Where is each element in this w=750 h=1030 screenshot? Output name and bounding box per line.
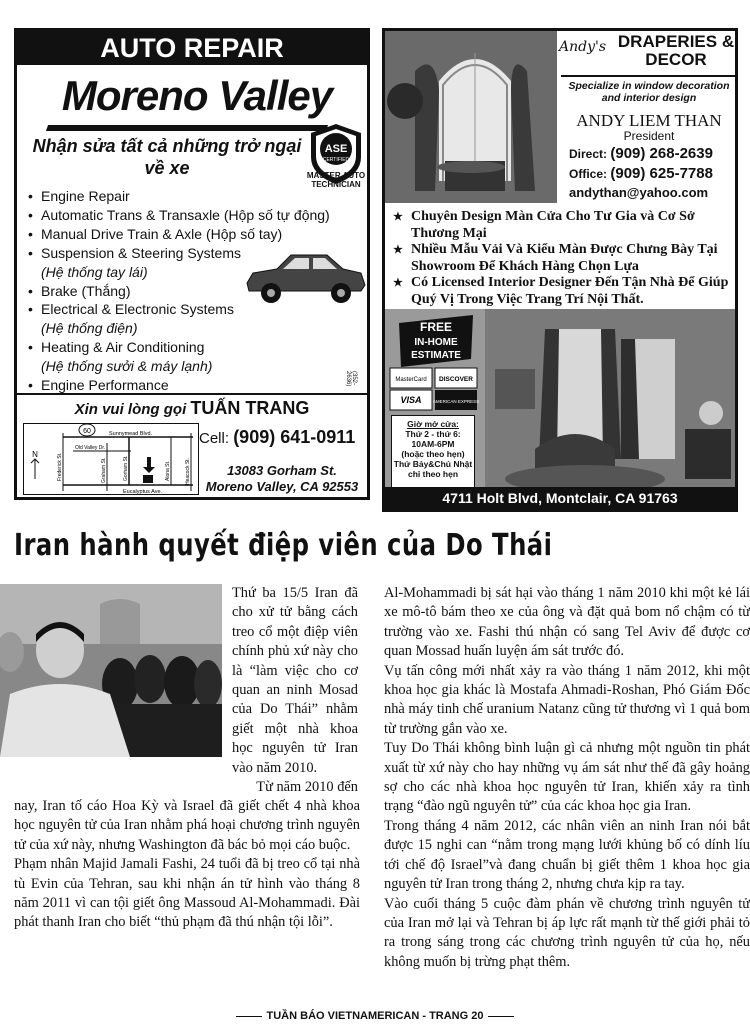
paragraph: Vụ tấn công mới nhất xảy ra vào tháng 1 năm 2012, khi một khoa học gia khác là Mostafa Ahmadi-Roshan, Phó Giám Đốc nhà máy tinh chế uranium Natanz cũng tử thương vì 1 quả bom từ trường gắn vào xe. — [384, 662, 750, 737]
auto-call-line — [17, 393, 367, 421]
street-label: Eucalyptus Ave. — [123, 489, 163, 495]
draperies-ad — [382, 28, 738, 512]
visa-icon: VISA — [400, 395, 422, 405]
hours-line: Thứ Bảy&Chủ Nhật — [393, 459, 473, 469]
service-item: (Hệ thống tay lái) — [41, 263, 148, 280]
service-item: • Manual Drive Train & Axle (Hộp số tay) — [25, 225, 365, 244]
article-column-1-bottom — [14, 797, 360, 933]
auto-phone-line — [199, 427, 365, 448]
street-label: Graham St. — [101, 457, 107, 483]
hours-line: 10AM-6PM — [411, 439, 455, 449]
street-label: Alona St. — [165, 460, 171, 481]
paragraph: Trong tháng 4 năm 2012, các nhân viên an ninh Iran nói bắt được 15 nghi can “nằm trong mạng lưới khủng bố có dính líu tới chế độ Israel”và đang chuẩn bị giết thêm 1 khoa học gia nguyên tử Iran trong tháng 2, nhưng chưa kịp ra tay. — [384, 817, 750, 893]
payment-cards — [389, 367, 479, 411]
service-item: • Brake (Thắng) — [25, 282, 365, 301]
paragraph: Thứ ba 15/5 Iran đã cho xử tử bằng cách treo cổ một điệp viên chính phủ xứ này cho là “làm việc cho cơ quan an ninh Mosad của Do Thái” nhằm giết một nhà khoa học nguyên tử Iran vào năm 2010. — [232, 585, 358, 776]
auto-repair-ad — [14, 28, 370, 500]
brand-script: Andy's — [559, 39, 607, 55]
article-photo — [0, 584, 222, 757]
hours-line: chỉ theo hẹn — [407, 469, 459, 479]
article-headline: Iran hành quyết điệp viên của Do Thái — [14, 528, 553, 563]
free-estimate-badge — [395, 313, 477, 369]
drape-bullet: ★ Chuyên Design Màn Cửa Cho Tư Gia và Cơ Sở Thương Mại — [391, 209, 735, 242]
street-label: Old Valley Dr. — [75, 445, 106, 451]
phone-label: Cell: — [199, 430, 230, 447]
address-line-2: Moreno Valley, CA 92553 — [205, 479, 359, 494]
paragraph: nay, Iran tố cáo Hoa Kỳ và Israel đã giết chết 4 nhà khoa học nguyên tử của Iran nhằm phá hoại chương trình nguyên tử của xứ này, nhưng Washington đã bác bỏ mọi cáo buộc. — [14, 798, 360, 853]
amex-icon: AMERICAN EXPRESS — [432, 399, 479, 404]
drape-bullet: ★ Nhiều Mẫu Vải Và Kiểu Màn Được Chưng Bày Tại Showroom Để Khách Hàng Chọn Lựa — [391, 242, 735, 275]
ase-certified: CERTIFIED — [322, 157, 350, 163]
street-label: Frederick St. — [57, 452, 63, 481]
drape-bullets — [391, 209, 735, 308]
ad-code: (352-2636) — [345, 371, 357, 387]
owner-title: President — [623, 129, 675, 143]
article-column-2 — [384, 584, 750, 972]
free-word: FREE — [419, 320, 453, 334]
car-icon — [243, 247, 367, 307]
paragraph: Vào cuối tháng 5 cuộc đàm phán về chương trình nguyên tử của Iran mở lại và Tehran bị áp lực rất mạnh từ thế giới phải tỏ ra trong sáng trong các chương trình nguyên tử của họ, nếu không muốn bị trừng phạt thêm. — [384, 895, 750, 970]
auto-ad-brand: Moreno Valley — [61, 72, 333, 119]
service-item: • Automatic Trans & Transaxle (Hộp số tự động) — [25, 206, 365, 225]
direct-phone: (909) 268-2639 — [610, 145, 713, 162]
paragraph: Tuy Do Thái không bình luận gì cả nhưng một nguồn tin phát xuất từ xứ này cho hay những vụ ám sát như thế đã gây hoảng sợ cho các nhà khoa học nguyên tử Iran, khiến xảy ra tình trạng “đào ngũ nguyên tử” của các khoa học gia Iran. — [384, 740, 750, 815]
drape-bullet: ★ Có Licensed Interior Designer Đến Tận Nhà Để Giúp Quý Vị Trong Việc Trang Trí Nội Thất. — [391, 275, 735, 308]
service-item: • Electrical & Electronic Systems — [25, 300, 365, 319]
in-home-word: IN-HOME — [414, 337, 458, 348]
ase-text: ASE — [324, 143, 348, 155]
street-label: Heacock St. — [185, 458, 191, 485]
store-hours — [391, 415, 475, 493]
direct-phone-line — [569, 145, 713, 162]
drape-email: andythan@yahoo.com — [569, 185, 709, 200]
service-item: (Hệ thống sưởi & máy lạnh) — [41, 358, 213, 375]
office-phone: (909) 625-7788 — [610, 165, 713, 182]
auto-ad-header: AUTO REPAIR — [17, 31, 367, 65]
address-line-1: 13083 Gorham St. — [227, 463, 337, 478]
highway-label: 60 — [83, 428, 91, 435]
paragraph: Phạm nhân Majid Jamali Fashi, 24 tuổi đã bị treo cổ tại nhà tù Evin của Tehran, sau khi nhận án tử hình vào tháng 8 năm 2011 vì can tội giết ông Massoud Al-Mohammadi. Đài phát thanh Iran cho biết “thủ phạm đã thú nhận tội lỗi”. — [14, 856, 360, 931]
hours-line: (hoặc theo hẹn) — [401, 449, 465, 459]
brand-underline — [46, 125, 328, 131]
page-footer: TUẦN BÁO VIETNAMERICAN - TRANG 20 — [0, 1010, 750, 1022]
discover-icon: DISCOVER — [439, 376, 473, 383]
service-item: • Suspension & Steering Systems — [25, 244, 365, 263]
office-phone-line — [569, 165, 713, 182]
street-label: Sunnymead Blvd. — [109, 431, 153, 437]
drape-brand: DRAPERIES & DECOR — [617, 32, 735, 69]
service-item: • Engine Repair — [25, 187, 365, 206]
service-item: • Heating & Air Conditioning — [25, 338, 365, 357]
phone-number: (909) 641-0911 — [233, 427, 356, 447]
drape-address: 4711 Holt Blvd, Montclair, CA 91763 — [385, 487, 735, 509]
auto-address — [197, 463, 367, 495]
paragraph-start: Từ năm 2010 đến — [256, 779, 358, 796]
window-photo — [385, 31, 557, 203]
mastercard-icon: MasterCard — [395, 377, 427, 383]
location-map — [23, 423, 199, 495]
drape-specialize: Specialize in window decoration and interior design — [561, 75, 737, 104]
north-label: N — [32, 450, 38, 459]
paragraph: Al-Mohammadi bị sát hại vào tháng 1 năm 2010 khi một kẻ lái xe mô-tô bám theo xe của ông và đặt quả bom nổ chậm có từ trường vào xe. Fashi thú nhận có sang Tel Aviv để được cơ quan Mossad huấn luyện ám sát trước đó. — [384, 585, 750, 660]
call-text: Xin vui lòng gọi — [74, 401, 187, 418]
estimate-word: ESTIMATE — [411, 350, 461, 361]
service-item: (Hệ thống điện) — [41, 320, 138, 337]
direct-label: Direct: — [569, 147, 608, 161]
hours-line: Giờ mở cửa: — [407, 419, 459, 429]
article-column-1-top — [232, 584, 358, 797]
owner-name: ANDY LIEM THAN — [576, 111, 722, 130]
service-item: • Engine Performance — [25, 376, 365, 395]
office-label: Office: — [569, 167, 608, 181]
street-label: Gorham St. — [123, 455, 129, 481]
hours-line: Thứ 2 - thứ 6: — [405, 429, 461, 439]
call-name: TUẤN TRANG — [190, 398, 310, 418]
ase-label: MASTER AUTO TECHNICIAN — [306, 171, 366, 189]
auto-ad-tagline: Nhận sửa tất cả những trở ngại về xe — [32, 136, 302, 178]
